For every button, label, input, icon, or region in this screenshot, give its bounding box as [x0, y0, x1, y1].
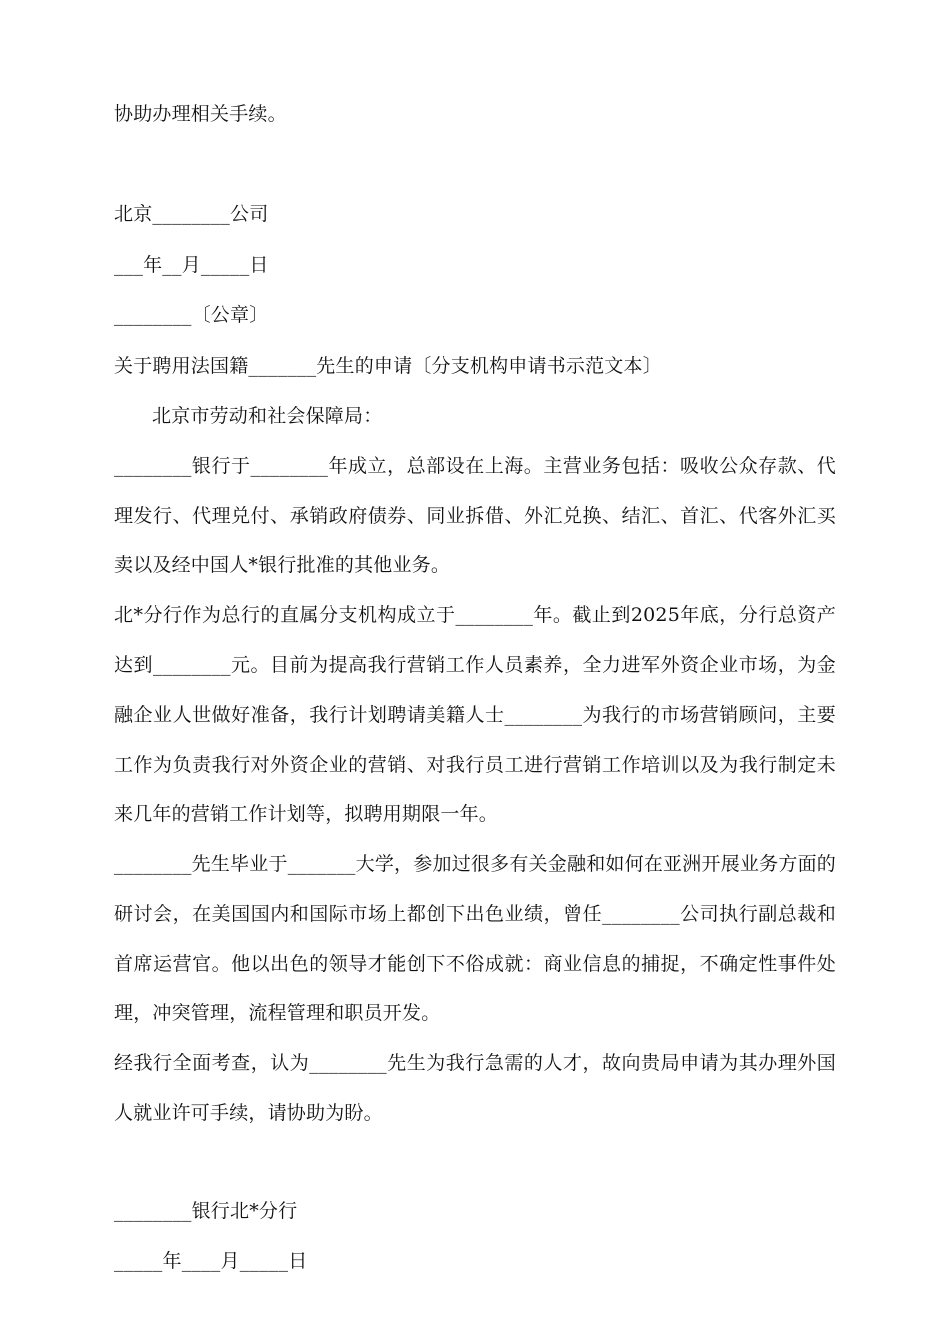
company-signature: 北京________公司	[114, 203, 269, 225]
paragraph-4-line-2: 人就业许可手续，请协助为盼。	[114, 1102, 383, 1124]
document-title: 关于聘用法国籍_______先生的申请〔分支机构申请书示范文本〕	[114, 355, 662, 377]
seal-line: ________〔公章〕	[114, 304, 269, 326]
paragraph-4-line-1: 经我行全面考查，认为________先生为我行急需的人才，故向贵局申请为其办理外国	[114, 1052, 836, 1074]
paragraph-2-line-3: 融企业人世做好准备，我行计划聘请美籍人士________为我行的市场营销顾问，主要	[114, 704, 836, 726]
signature-date: ___年__月_____日	[114, 254, 269, 276]
bank-branch-signature: ________银行北*分行	[114, 1200, 298, 1222]
paragraph-3-line-3: 首席运营官。他以出色的领导才能创下不俗成就：商业信息的捕捉，不确定性事件处	[114, 953, 836, 975]
final-date: _____年____月_____日	[114, 1250, 308, 1272]
paragraph-1-line-3: 卖以及经中国人*银行批准的其他业务。	[114, 554, 451, 576]
paragraph-2-line-4: 工作为负责我行对外资企业的营销、对我行员工进行营销工作培训以及为我行制定未	[114, 754, 836, 776]
paragraph-2-line-1: 北*分行作为总行的直属分支机构成立于________年。截止到2025年底，分行总资产	[114, 604, 836, 626]
closing-line: 协助办理相关手续。	[114, 103, 287, 125]
paragraph-3-line-2: 研讨会，在美国国内和国际市场上都创下出色业绩，曾任________公司执行副总裁和	[114, 903, 836, 925]
paragraph-3-line-4: 理，冲突管理，流程管理和职员开发。	[114, 1002, 441, 1024]
paragraph-2-line-2: 达到________元。目前为提高我行营销工作人员素养，全力进军外资企业市场，为金	[114, 654, 836, 676]
paragraph-2-line-5: 来几年的营销工作计划等，拟聘用期限一年。	[114, 803, 499, 825]
paragraph-1-line-2: 理发行、代理兑付、承销政府债券、同业拆借、外汇兑换、结汇、首汇、代客外汇买	[114, 505, 836, 527]
paragraph-3-line-1: ________先生毕业于_______大学，参加过很多有关金融和如何在亚洲开展业务方面的	[114, 853, 836, 875]
salutation: 北京市劳动和社会保障局：	[152, 405, 383, 427]
paragraph-1-line-1: ________银行于________年成立，总部设在上海。主营业务包括：吸收公众存款、代	[114, 455, 836, 477]
